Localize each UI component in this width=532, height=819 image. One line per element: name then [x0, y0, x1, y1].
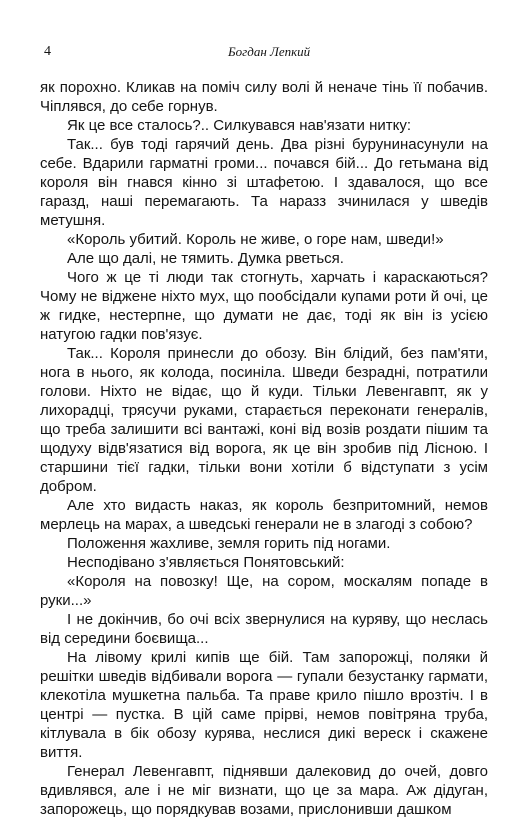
- page-header: [44, 44, 492, 60]
- paragraph: Так... був тоді гарячий день. Два різні бурунинасунули на себе. Вдарили гарматні громи... почався бій... До гетьмана від короля він гнався кінно зі штафетою. І здавалося, що все гаразд, наші перемагають. Та наразз зчинилася у шведів метушня.: [40, 136, 488, 229]
- page-number: 4: [44, 44, 51, 59]
- paragraph: «Король убитий. Король не живе, о горе нам, шведи!»: [67, 231, 444, 248]
- paragraph: «Короля на повозку! Ще, на сором, москалям попаде в руки...»: [40, 573, 488, 609]
- paragraph: І не докінчив, бо очі всіх звернулися на куряву, що неслась від середини боєвища...: [40, 611, 488, 647]
- paragraph: Але що далі, не тямить. Думка рветься.: [67, 250, 344, 267]
- paragraph: Генерал Левенгавпт, піднявши далековид до очей, довго вдивлявся, але і не міг визнати, що це за мара. Аж дідуган, запорожець, що порядкував возами, прислонивши дашком: [40, 763, 488, 818]
- body-text: [40, 78, 488, 819]
- paragraph: Чого ж це ті люди так стогнуть, харчать і караскаються? Чому не віджене ніхто мух, що пообсідали купами роти й очі, це ж гидке, нестерпне, що думати не дає, тоді як він із усією натугою гадки пов'язує.: [40, 269, 488, 343]
- paragraph: На лівому крилі кипів ще бій. Там запорожці, поляки й решітки шведів відбивали ворога — гупали безустанку гармати, клекотіла мушкетна пальба. Та праве крило пішло врозтіч. І в центрі — пустка. В цій саме прірві, немов повітряна труба, кітлувала в бік обозу курява, неслися дикі вереск і скажене виття.: [40, 649, 488, 761]
- paragraph: Несподівано з'являється Понятовський:: [67, 554, 345, 571]
- paragraph: Так... Короля принесли до обозу. Він блідий, без пам'яти, нога в нього, як колода, посиніла. Шведи безрадні, потратили голови. Ніхто не відає, що й куди. Тільки Левенгавпт, як у лихорадці, трясучи руками, старається переконати генералів, що треба залишити всі вантажі, коні від возів роздати пішим та щодуху відв'язатися від ворога, як це він зробив під Лісною. І старшини тієї гадки, тільки вони хотіли б відступати з усім добром.: [40, 345, 488, 495]
- paragraph: Але хто видасть наказ, як король безпритомний, немов мерлець на марах, а шведські генерали не в злагоді з собою?: [40, 497, 488, 533]
- paragraph: як порохно. Кликав на поміч силу волі й неначе тінь її побачив. Чіплявся, до себе горнув.: [40, 79, 488, 115]
- running-title: Богдан Лепкий: [228, 44, 311, 59]
- paragraph: Положення жахливе, земля горить під ногами.: [67, 535, 391, 552]
- paragraph: Як це все сталось?.. Силкувався нав'язати нитку:: [67, 117, 412, 134]
